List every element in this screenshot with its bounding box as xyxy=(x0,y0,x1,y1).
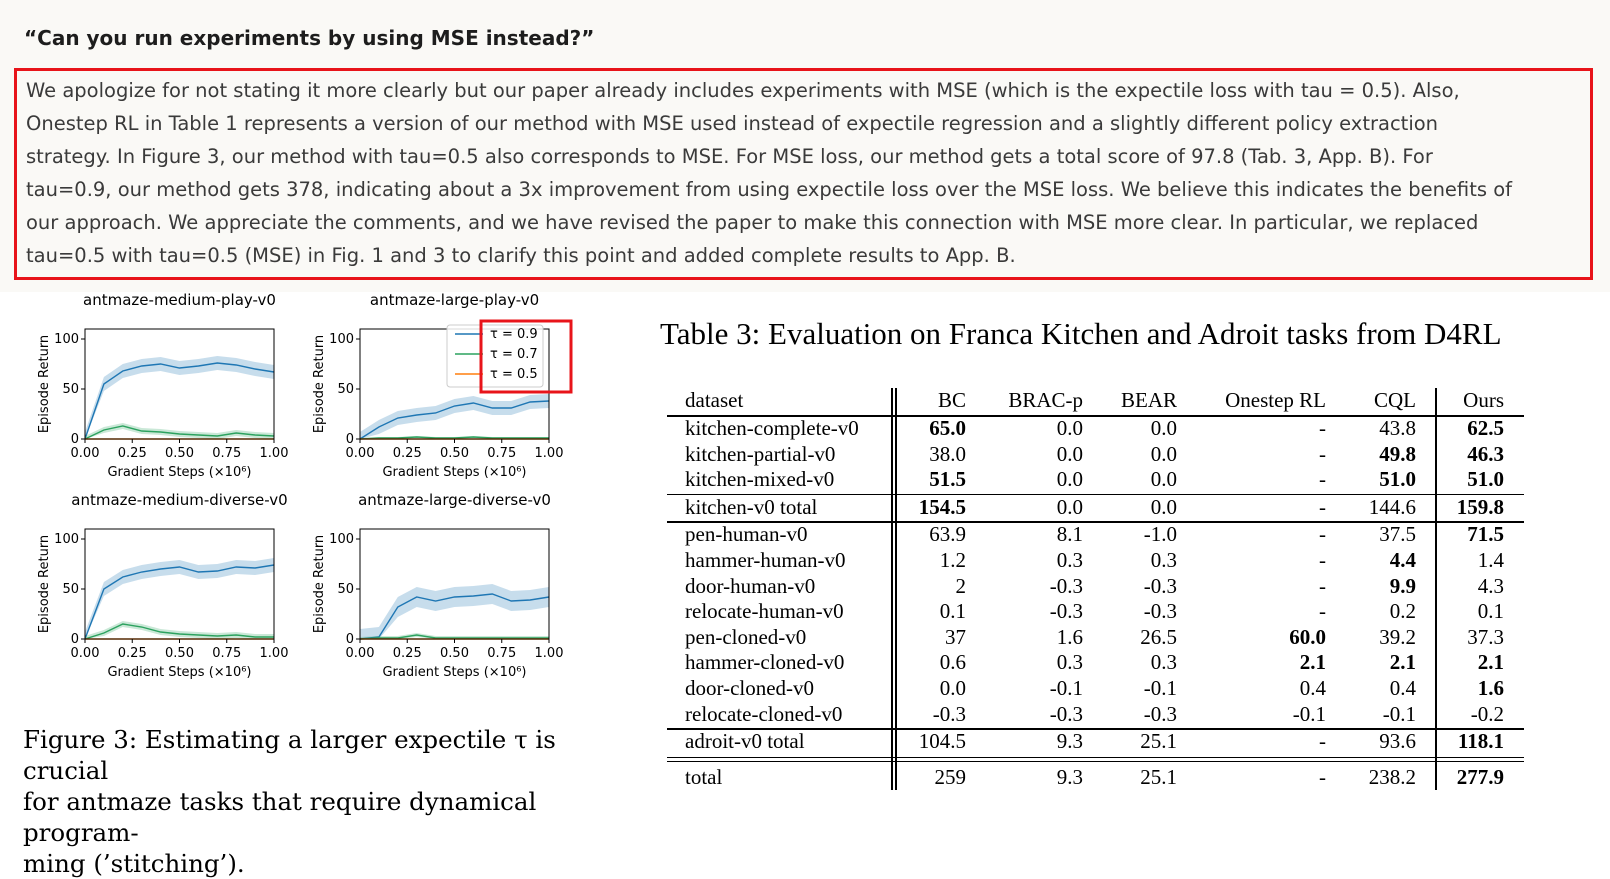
table-cell-value: 1.4 xyxy=(1477,548,1504,572)
table-cell-value: -1.0 xyxy=(1143,522,1177,547)
x-tick-label: 0.00 xyxy=(345,646,375,661)
table-vertical-rule xyxy=(891,388,893,790)
x-axis-label: Gradient Steps (×10⁶) xyxy=(382,465,527,480)
y-tick-label: 100 xyxy=(329,532,354,547)
table-cell-dataset: hammer-cloned-v0 xyxy=(685,650,845,675)
x-tick-label: 1.00 xyxy=(534,646,564,661)
confidence-band xyxy=(360,394,549,439)
y-tick-label: 0 xyxy=(70,632,79,647)
x-tick-label: 0.25 xyxy=(392,446,422,461)
y-tick-label: 100 xyxy=(54,332,79,347)
x-tick-label: 0.25 xyxy=(117,446,147,461)
reviewer-question: “Can you run experiments by using MSE instead?” xyxy=(24,26,595,50)
table-cell-value: 49.8 xyxy=(1379,441,1416,466)
x-tick-label: 0.50 xyxy=(440,646,469,661)
table-header-cell: Ours xyxy=(1463,388,1504,412)
table-cell-value: 0.3 xyxy=(1150,650,1177,675)
x-tick-label: 0.00 xyxy=(70,646,100,661)
table-double-rule xyxy=(667,757,1524,759)
table-header-cell: dataset xyxy=(685,388,744,412)
x-tick-label: 0.25 xyxy=(117,646,147,661)
table-cell-dataset: kitchen-complete-v0 xyxy=(685,416,859,440)
x-tick-label: 0.75 xyxy=(212,646,242,661)
table-cell-value: -0.3 xyxy=(1143,701,1177,726)
x-tick-label: 1.00 xyxy=(534,446,564,461)
table-cell-value: - xyxy=(1319,729,1326,754)
table-cell-value: -0.1 xyxy=(1049,676,1083,700)
table-title: Table 3: Evaluation on Franca Kitchen and Adroit tasks from D4RL xyxy=(660,316,1502,351)
table-cell-value: 46.3 xyxy=(1467,441,1504,466)
table-cell-value: 1.6 xyxy=(1056,624,1083,649)
table-cell-dataset: door-human-v0 xyxy=(685,573,816,598)
table-cell-value: 65.0 xyxy=(929,416,966,440)
confidence-band xyxy=(360,584,549,639)
table-cell-value: 0.0 xyxy=(1056,441,1083,466)
table-cell-value: 118.1 xyxy=(1457,729,1504,754)
table-cell-value: - xyxy=(1319,441,1326,466)
table-cell-dataset: relocate-cloned-v0 xyxy=(685,701,843,726)
table-cell-value: - xyxy=(1319,494,1326,519)
table-cell-value: 0.0 xyxy=(939,676,966,700)
table-cell-value: -0.3 xyxy=(1049,573,1083,598)
table-cell-value: 37.3 xyxy=(1467,624,1504,649)
x-tick-label: 0.75 xyxy=(487,646,517,661)
x-tick-label: 0.25 xyxy=(392,646,422,661)
table-header-cell: BEAR xyxy=(1120,388,1177,412)
highlighted-answer-box xyxy=(14,68,1593,280)
table-cell-dataset: relocate-human-v0 xyxy=(685,599,844,624)
table-cell-value: - xyxy=(1319,467,1326,492)
y-axis-label: Episode Return xyxy=(312,334,327,434)
table-cell-value: 25.1 xyxy=(1140,764,1177,789)
table-cell-value: - xyxy=(1319,416,1326,440)
plot-panel xyxy=(37,491,288,680)
table-cell-value: - xyxy=(1319,573,1326,598)
table-cell-value: 25.1 xyxy=(1140,729,1177,754)
table-cell-dataset: pen-cloned-v0 xyxy=(685,624,807,649)
legend-label: τ = 0.5 xyxy=(490,367,538,382)
plot-legend xyxy=(447,321,571,392)
table-cell-value: - xyxy=(1319,599,1326,624)
table-cell-value: 0.0 xyxy=(1150,467,1177,492)
plot-title: antmaze-medium-play-v0 xyxy=(83,292,276,309)
table-cell-value: 0.0 xyxy=(1056,416,1083,440)
table-cell-value: -0.1 xyxy=(1292,701,1326,726)
legend-label: τ = 0.9 xyxy=(490,327,538,342)
table-cell-value: 63.9 xyxy=(929,522,966,547)
table-cell-value: 0.4 xyxy=(1299,676,1326,700)
table-cell-dataset: total xyxy=(685,764,723,789)
table-cell-value: 93.6 xyxy=(1379,729,1416,754)
table-cell-dataset: hammer-human-v0 xyxy=(685,548,846,572)
table-vertical-rule xyxy=(1435,388,1437,790)
table-cell-value: 0.3 xyxy=(1056,650,1083,675)
table-cell-value: -0.1 xyxy=(1143,676,1177,700)
table-cell-value: 37.5 xyxy=(1379,522,1416,547)
table-cell-value: -0.3 xyxy=(932,701,966,726)
table-cell-value: -0.1 xyxy=(1382,701,1416,726)
table-cell-value: 9.3 xyxy=(1056,729,1083,754)
y-tick-label: 50 xyxy=(337,382,354,397)
x-tick-label: 0.75 xyxy=(487,446,517,461)
table-cell-value: 4.4 xyxy=(1389,548,1416,572)
table-cell-value: 0.0 xyxy=(1056,467,1083,492)
table-cell-value: 2 xyxy=(955,573,966,598)
y-axis-label: Episode Return xyxy=(37,534,52,634)
x-tick-label: 0.50 xyxy=(440,446,469,461)
table-cell-dataset: kitchen-partial-v0 xyxy=(685,441,836,466)
table-cell-value: - xyxy=(1319,522,1326,547)
confidence-band xyxy=(85,423,274,439)
review-panel xyxy=(0,0,1610,292)
table-cell-value: 259 xyxy=(934,764,966,789)
table-cell-dataset: door-cloned-v0 xyxy=(685,676,815,700)
table-cell-value: 144.6 xyxy=(1368,494,1416,519)
x-tick-label: 1.00 xyxy=(259,446,289,461)
table-cell-value: 51.0 xyxy=(1379,467,1416,492)
table-cell-value: 0.4 xyxy=(1389,676,1416,700)
y-tick-label: 50 xyxy=(62,582,79,597)
x-tick-label: 0.00 xyxy=(345,446,375,461)
table-cell-value: 26.5 xyxy=(1140,624,1177,649)
table-cell-value: 39.2 xyxy=(1379,624,1416,649)
table-cell-value: 154.5 xyxy=(918,494,966,519)
table-cell-value: -0.3 xyxy=(1143,573,1177,598)
y-tick-label: 0 xyxy=(345,432,354,447)
table-cell-value: 0.2 xyxy=(1389,599,1416,624)
x-tick-label: 1.00 xyxy=(259,646,289,661)
x-axis-label: Gradient Steps (×10⁶) xyxy=(382,665,527,680)
table-cell-value: 51.0 xyxy=(1467,467,1504,492)
y-tick-label: 0 xyxy=(345,632,354,647)
plot-title: antmaze-medium-diverse-v0 xyxy=(71,491,288,509)
table-cell-value: 1.6 xyxy=(1477,676,1504,700)
table-cell-value: 0.0 xyxy=(1056,494,1083,519)
table-cell-value: 0.3 xyxy=(1150,548,1177,572)
figure-caption: Figure 3: Estimating a larger expectile τ is crucial for antmaze tasks that require dynamical program- ming (’stitching’). xyxy=(23,725,556,878)
y-tick-label: 100 xyxy=(329,332,354,347)
table-cell-value: 0.0 xyxy=(1150,441,1177,466)
x-axis-label: Gradient Steps (×10⁶) xyxy=(107,665,252,680)
table-cell-value: 51.5 xyxy=(929,467,966,492)
table-cell-value: 0.1 xyxy=(939,599,966,624)
table-cell-value: 2.1 xyxy=(1299,650,1326,675)
table-cell-value: 1.2 xyxy=(939,548,966,572)
x-axis-label: Gradient Steps (×10⁶) xyxy=(107,465,252,480)
table-cell-value: 0.6 xyxy=(939,650,966,675)
table-cell-value: 4.3 xyxy=(1477,573,1504,598)
table-cell-dataset: adroit-v0 total xyxy=(685,729,805,754)
table-cell-value: 60.0 xyxy=(1289,624,1326,649)
legend-label: τ = 0.7 xyxy=(490,347,538,362)
table-cell-value: 159.8 xyxy=(1456,494,1504,519)
table-header-cell: Onestep RL xyxy=(1225,388,1326,412)
table-header-cell: CQL xyxy=(1374,388,1416,412)
table-cell-value: 0.1 xyxy=(1477,599,1504,624)
table-cell-value: 37 xyxy=(945,624,966,649)
y-tick-label: 50 xyxy=(62,382,79,397)
table-cell-value: -0.3 xyxy=(1049,599,1083,624)
table-cell-value: 2.1 xyxy=(1389,650,1416,675)
y-tick-label: 50 xyxy=(337,582,354,597)
table-cell-value: 104.5 xyxy=(918,729,966,754)
y-axis-label: Episode Return xyxy=(37,334,52,434)
table-cell-value: - xyxy=(1319,548,1326,572)
results-table xyxy=(667,384,1527,794)
table-cell-value: 0.3 xyxy=(1056,548,1083,572)
table-cell-value: 43.8 xyxy=(1379,416,1416,440)
x-tick-label: 0.50 xyxy=(165,646,194,661)
x-tick-label: 0.50 xyxy=(165,446,194,461)
table-cell-dataset: kitchen-mixed-v0 xyxy=(685,467,835,492)
table-cell-value: 9.3 xyxy=(1056,764,1083,789)
plot-panel xyxy=(312,491,563,680)
x-tick-label: 0.00 xyxy=(70,446,100,461)
x-tick-label: 0.75 xyxy=(212,446,242,461)
table-cell-value: 71.5 xyxy=(1467,522,1504,547)
table-cell-value: 238.2 xyxy=(1368,764,1416,789)
table-cell-dataset: kitchen-v0 total xyxy=(685,494,818,519)
table-double-rule xyxy=(667,761,1524,763)
table-header-cell: BRAC-p xyxy=(1008,388,1083,412)
plot-title: antmaze-large-diverse-v0 xyxy=(358,491,551,509)
table-cell-value: -0.3 xyxy=(1049,701,1083,726)
table-cell-value: - xyxy=(1319,764,1326,789)
table-cell-value: 0.0 xyxy=(1150,416,1177,440)
y-tick-label: 0 xyxy=(70,432,79,447)
y-tick-label: 100 xyxy=(54,532,79,547)
figure-3-plots xyxy=(0,292,620,732)
table-header-cell: BC xyxy=(937,388,966,412)
table-cell-value: 2.1 xyxy=(1477,650,1504,675)
table-cell-value: -0.3 xyxy=(1143,599,1177,624)
table-cell-value: -0.2 xyxy=(1470,701,1504,726)
table-cell-value: 8.1 xyxy=(1056,522,1083,547)
table-cell-value: 62.5 xyxy=(1467,416,1504,440)
table-vertical-rule xyxy=(895,388,897,790)
author-response: We apologize for not stating it more clearly but our paper already includes experiments with MSE (which is the expectile loss with tau = 0.5). Also, Onestep RL in Table 1 represents a version of our method with MSE used instead of expectile regression and a slightly different policy extraction strategy. In Figure 3, our method with tau=0.5 also corresponds to MSE. For MSE loss, our method gets a total score of 97.8 (Tab. 3, App. B). For tau=0.9, our method gets 378, indicating about a 3x improvement from using expectile loss over the MSE loss. We believe this indicates the benefits of our approach. We appreciate the comments, and we have revised the paper to make this connection with MSE more clear. In particular, we replaced tau=0.5 with tau=0.5 (MSE) in Fig. 1 and 3 to clarify this point and added complete results to App. B. xyxy=(26,79,1513,267)
table-cell-value: 277.9 xyxy=(1456,764,1504,789)
y-axis-label: Episode Return xyxy=(312,534,327,634)
plot-title: antmaze-large-play-v0 xyxy=(369,292,540,309)
table-cell-dataset: pen-human-v0 xyxy=(685,522,808,547)
plot-panel xyxy=(37,292,288,480)
table-cell-value: 38.0 xyxy=(929,441,966,466)
table-cell-value: 0.0 xyxy=(1150,494,1177,519)
table-cell-value: 9.9 xyxy=(1389,573,1416,598)
